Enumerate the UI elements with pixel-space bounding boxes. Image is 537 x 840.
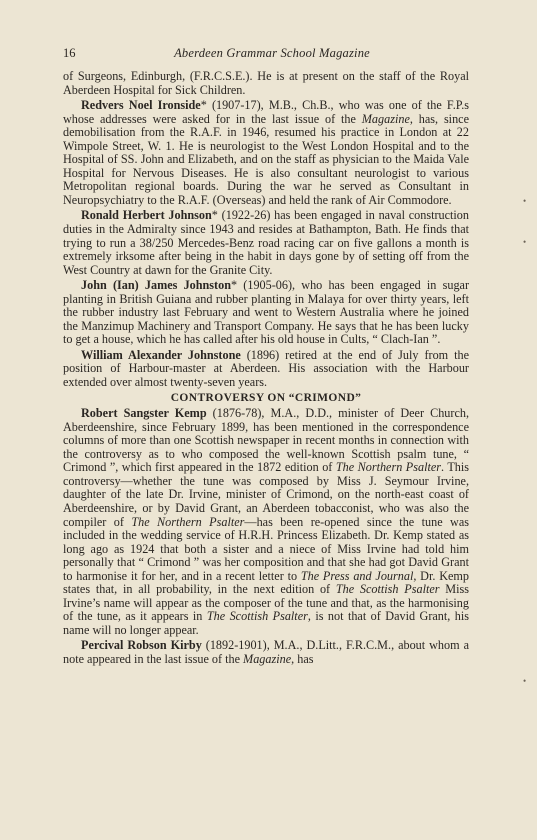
text-run: * (1922-26) has been engaged in naval construction duties in the Admiralty since 1943 and resides at Bathampton, Bath. He finds that trying to run a 38/250 Mercedes-Benz road racing car on five gallons a month is extremely irksome after being in the habit in days gone by of setting off from the West Country at dawn for the Granite City. xyxy=(63,208,469,277)
text-run: Miss Irvine’s name will appear as the composer of the tune and that, as the harmonising of the tune, as it appears in xyxy=(63,582,469,624)
text-run: , has, since demobilisation from the R.A.F. in 1946, resumed his practice in London at 22 Wimpole Street, W. 1. He is neurologist to the West London Hospital and to the Hospital of SS. John and Elizabeth, and on the staff as physician to the Maida Vale Hospital for Nervous Diseases. He is also consultant neurologist to various Metropolitan regional boards. During the war he served as Consultant in Neuropsychiatry to the R.A.F. (Overseas) and held the rank of Air Commodore. xyxy=(63,111,469,207)
text-run: (1896) retired at the end of July from the position of Harbour-master at Aberdeen. His association with the Harbour extended over almost twenty-seven years. xyxy=(63,347,469,390)
page-number: 16 xyxy=(63,46,76,60)
text-run: —has been re-opened since the tune was included in the wedding service of H.R.H. Princess Elizabeth. Dr. Kemp stated as long ago as 1924 that both a sister and a niece of Miss Irvine had told him personally that “ Crimond ” was her composition and that she had got David Grant to harmonise it for her, and in a recent letter to xyxy=(63,514,469,583)
publication-title: The Scottish Psalter xyxy=(206,609,308,624)
margin-dot: • xyxy=(523,237,527,247)
text-run: * (1907-17), M.B., Ch.B., who was one of the F.P.s whose addresses were asked for in the last issue of the xyxy=(63,98,469,126)
paragraph xyxy=(63,407,469,637)
publication-title: Magazine xyxy=(361,111,410,126)
publication-title: Magazine xyxy=(243,651,292,666)
person-name: William Alexander Johnstone xyxy=(81,347,241,362)
person-name: Ronald Herbert Johnson xyxy=(81,208,212,223)
person-name: Redvers Noel Ironside xyxy=(81,98,201,113)
text-run: (1892-1901), M.A., D.Litt., F.R.C.M., about whom a note appeared in the last issue of the xyxy=(63,638,469,666)
text-run: , is not that of David Grant, his name will no longer appear. xyxy=(63,609,469,637)
person-name: Percival Robson Kirby xyxy=(81,638,202,653)
running-title: Aberdeen Grammar School Magazine xyxy=(174,46,370,60)
text-run: (1876-78), M.A., D.D., minister of Deer Church, Aberdeenshire, since February 1899, has been mentioned in the correspondence columns of more than one Scottish newspaper in recent months in connection with the controversy as to who composed the well-known Scottish psalm tune, “ Crimond ”, which first appeared in the 1872 edition of xyxy=(63,406,469,475)
text-run: . This controversy—whether the tune was composed by Miss J. Seymour Irvine, daughter of the late Dr. Irvine, minister of Crimond, on the north-east coast of Aberdeenshire, or by David Grant, an Aberdeen tobacconist, who was also the compiler of xyxy=(63,460,469,529)
paragraph xyxy=(63,639,469,666)
paragraph xyxy=(63,279,469,347)
text-run: , has xyxy=(291,651,314,666)
publication-title: The Northern Psalter xyxy=(335,460,442,475)
text-run: of Surgeons, Edinburgh, (F.R.C.S.E.). He is at present on the staff of the Royal Aberdeen Hospital for Sick Children. xyxy=(63,69,469,97)
paragraph xyxy=(63,99,469,207)
paragraph xyxy=(63,209,469,277)
publication-title: The Press and Journal xyxy=(300,568,414,583)
publication-title: The Northern Psalter xyxy=(131,514,245,529)
margin-dot: • xyxy=(523,676,527,686)
article-body xyxy=(63,70,469,667)
margin-dot: • xyxy=(523,196,527,206)
person-name: Robert Sangster Kemp xyxy=(81,406,207,421)
person-name: John (Ian) James Johnston xyxy=(81,278,231,293)
text-run: , Dr. Kemp states that, in all probability, in the next edition of xyxy=(63,568,469,597)
paragraph xyxy=(63,349,469,390)
paragraph xyxy=(63,70,469,97)
text-run: * (1905-06), who has been engaged in sugar planting in British Guiana and rubber planting in Malaya for over thirty years, left the rubber industry last February and went to Western Australia where he joined the Manzimup Machinery and Transport Company. He says that he has been lucky to get a house, which he has called after his old house in Cults, “ Clach-Ian ”. xyxy=(63,278,470,347)
publication-title: The Scottish Psalter xyxy=(335,582,440,597)
section-heading: CONTROVERSY ON “CRIMOND” xyxy=(170,391,362,404)
page-header xyxy=(63,46,469,66)
